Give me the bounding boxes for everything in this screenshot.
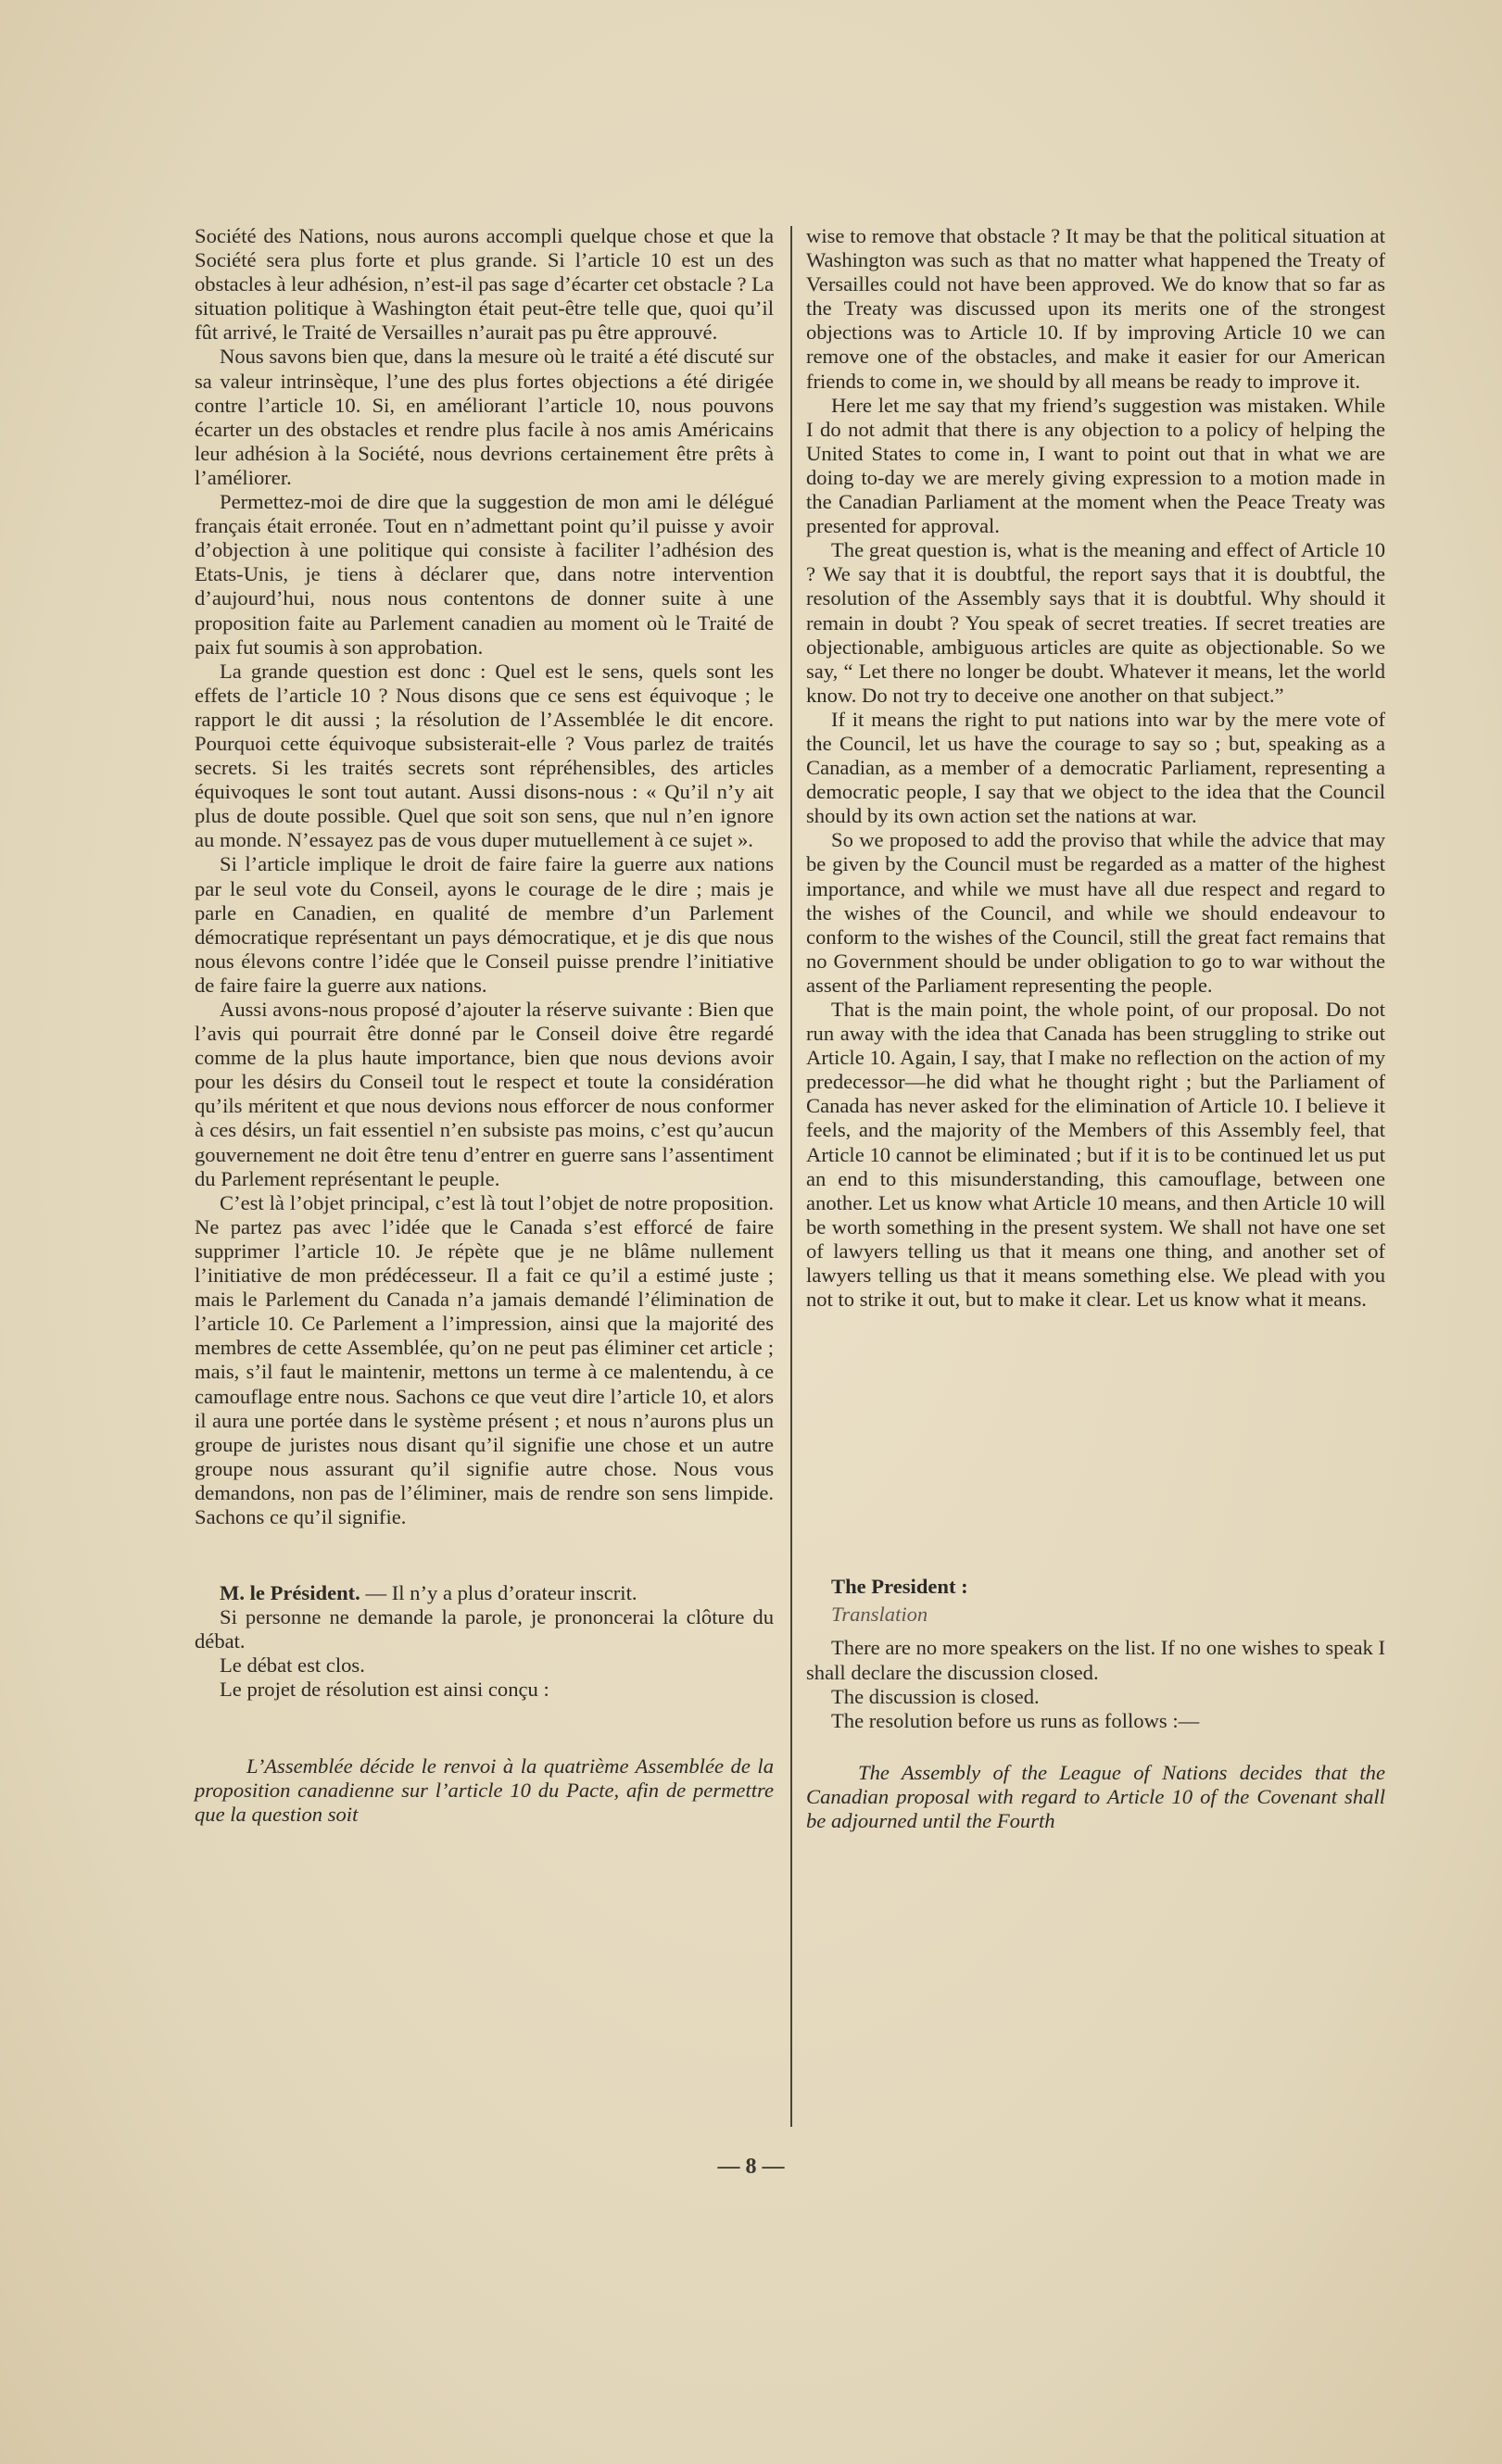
french-column (195, 224, 774, 1827)
english-closing-line: The resolution before us runs as follows :— (831, 1708, 1200, 1732)
french-resolution-text: L’Assemblée décide le renvoi à la quatrième Assemblée de la proposition canadienne sur l’article 10 du Pacte, afin de permettre que la question soit (195, 1754, 774, 1826)
president-remark: — Il n’y a plus d’orateur inscrit. (360, 1581, 637, 1605)
french-closing-line: Si personne ne demande la parole, je prononcerai la clôture du débat. (195, 1605, 774, 1653)
english-closing-line: There are no more speakers on the list. If no one wishes to speak I shall declare the discussion closed. (806, 1636, 1385, 1684)
french-president-line (195, 1581, 774, 1605)
french-paragraph: Si l’article implique le droit de faire faire la guerre aux nations par le seul vote du Conseil, ayons le courage de le dire ; mais je parle en Canadien, en qualité de membre d’un Parlement démocratique représentant un pays démocratique, et je dis que nous nous élevons contre l’idée que le Conseil puisse prendre l’initiative de faire faire la guerre aux nations. (195, 852, 774, 997)
french-closing-line: Le projet de résolution est ainsi conçu : (220, 1678, 549, 1702)
french-paragraph: Société des Nations, nous aurons accompli quelque chose et que la Société sera plus forte et plus grande. Si l’article 10 est un des obstacles à leur adhésion, n’est-il pas sage d’écarter cet obstacle ? La situation politique à Washington était peut-être telle que, quoi qu’il fût arrivé, le Traité de Versailles n’aurait pas pu être approuvé. (195, 224, 774, 345)
french-paragraph: Permettez-moi de dire que la suggestion de mon ami le délégué français était erronée. Tout en n’admettant point qu’il puisse y avoir d’objection à une politique qui consiste à faciliter l’adhésion des Etats-Unis, je tiens à déclarer que, dans notre intervention d’aujourd’hui, nous nous contentons de donner suite à une proposition faite au Parlement canadien au moment où le Traité de paix fut soumis à son approbation. (195, 490, 774, 659)
french-paragraph: Aussi avons-nous proposé d’ajouter la réserve suivante : Bien que l’avis qui pourrait être donné par le Conseil doive être regardé comme de la plus haute importance, bien que nous devions avoir pour les désirs du Conseil tout le respect et toute la considération qu’ils méritent et que nous devions nous efforcer de nous conformer à ces désirs, un fait essentiel n’en subsiste pas moins, c’est qu’aucun gouvernement ne doit être tenu d’entrer en guerre sans l’assentiment du Parlement représentant le peuple. (195, 998, 774, 1190)
english-column (806, 224, 1385, 1833)
french-closing-line: Le débat est clos. (220, 1653, 365, 1678)
french-paragraph: C’est là l’objet principal, c’est là tout l’objet de notre proposition. Ne partez pas avec l’idée que le Canada s’est efforcé de faire supprimer l’article 10. Je répète que je ne blâme nullement l’initiative de mon prédécesseur. Il a fait ce qu’il a estimé juste ; mais le Parlement du Canada n’a jamais demandé l’élimination de l’article 10. Ce Parlement a l’impression, ainsi que la majorité des membres de cette Assemblée, qu’on ne peut pas éliminer cet article ; mais, s’il faut le maintenir, mettons un terme à ce malentendu, à ce camouflage entre nous. Sachons ce que veut dire l’article 10, et alors il aura une portée dans le système présent ; et nous n’aurons plus un groupe de juristes nous disant qu’il signifie une chose et un autre groupe nous assurant qu’il signifie autre chose. Nous vous demandons, non pas de l’éliminer, mais de rendre son sens limpide. Sachons ce qu’il signifie. (195, 1190, 774, 1528)
english-paragraph: wise to remove that obstacle ? It may be that the political situation at Washington was such as that no matter what happened the Treaty of Versailles could not have been approved. We do know that so far as the Treaty was discussed upon its merits one of the strongest objections was to Article 10. If by improving Article 10 we can remove one of the obstacles, and make it easier for our American friends to come in, we should by all means be ready to improve it. (806, 224, 1385, 393)
french-paragraph: La grande question est donc : Quel est le sens, quels sont les effets de l’article 10 ? Nous disons que ce sens est équivoque ; le rapport le dit aussi ; la résolution de l’Assemblée le dit encore. Pourquoi cette équivoque subsisterait-elle ? Vous parlez de traités secrets. Si les traités secrets sont répréhensibles, des articles équivoques le sont tout autant. Aussi disons-nous : « Qu’il n’y ait plus de doute possible. Quel que soit son sens, que nul n’en ignore au monde. N’essayez pas de vous duper mutuellement à ce sujet ». (195, 659, 774, 852)
english-resolution-text: The Assembly of the League of Nations decides that the Canadian proposal with regard to Article 10 of the Covenant shall be adjourned until the Fourth (806, 1760, 1385, 1832)
english-paragraph: So we proposed to add the proviso that while the advice that may be given by the Council must be regarded as a matter of the highest importance, and while we must have all due respect and regard to the wishes of the Council, and while we should endeavour to conform to the wishes of the Council, still the great fact remains that no Government should be under obligation to go to war without the assent of the Parliament representing the people. (806, 828, 1385, 997)
english-paragraph: If it means the right to put nations into war by the mere vote of the Council, let us have the courage to say so ; but, speaking as a Canadian, as a member of a democratic Parliament, representing a democratic people, I say that we object to the idea that the Council should by its own action set the nations at war. (806, 707, 1385, 828)
english-paragraph: The great question is, what is the meaning and effect of Article 10 ? We say that it is doubtful, the report says that it is doubtful, the resolution of the Assembly says that it is doubtful. Why should it remain in doubt ? You speak of secret treaties. If secret treaties are objectionable, ambiguous articles are quite as objectionable. So we say, “ Let there no longer be doubt. Whatever it means, let the world know. Do not try to deceive one another on that subject.” (806, 538, 1385, 707)
french-paragraph: Nous savons bien que, dans la mesure où le traité a été discuté sur sa valeur intrinsèque, l’une des plus fortes objections a été dirigée contre l’article 10. Si, en améliorant l’article 10, nous pouvons écarter un des obstacles et rendre plus facile à nos amis Américains leur adhésion à la Société, nous devrions certainement être prêts à l’améliorer. (195, 345, 774, 489)
english-paragraph: Here let me say that my friend’s suggestion was mistaken. While I do not admit that there is any objection to a policy of helping the United States to come in, I want to point out that in what we are doing to-day we are merely giving expression to a motion made in the Canadian Parliament at the moment when the Peace Treaty was presented for approval. (806, 393, 1385, 538)
president-speaker: M. le Président. (220, 1581, 360, 1605)
english-paragraph: That is the main point, the whole point, of our proposal. Do not run away with the idea that Canada has been struggling to strike out Article 10. Again, I say, that I make no reflection on the action of my predecessor—he did what he thought right ; but the Parliament of Canada has never asked for the elimination of Article 10. I believe it feels, and the majority of the Members of this Assembly feel, that Article 10 cannot be eliminated ; but if it is to be continued let us put an end to this misunderstanding, this camouflage, between one another. Let us know what Article 10 means, and then Article 10 will be worth something in the present system. We shall not have one set of lawyers telling us that it means one thing, and another set of lawyers telling us that it means something else. We plead with you not to strike it out, but to make it clear. Let us know what it means. (806, 998, 1385, 1312)
column-divider (790, 226, 792, 2127)
translation-label: Translation (831, 1603, 928, 1627)
english-president-heading: The President : (831, 1575, 968, 1599)
english-closing-line: The discussion is closed. (831, 1684, 1040, 1708)
page-number: — 8 — (717, 2155, 785, 2179)
